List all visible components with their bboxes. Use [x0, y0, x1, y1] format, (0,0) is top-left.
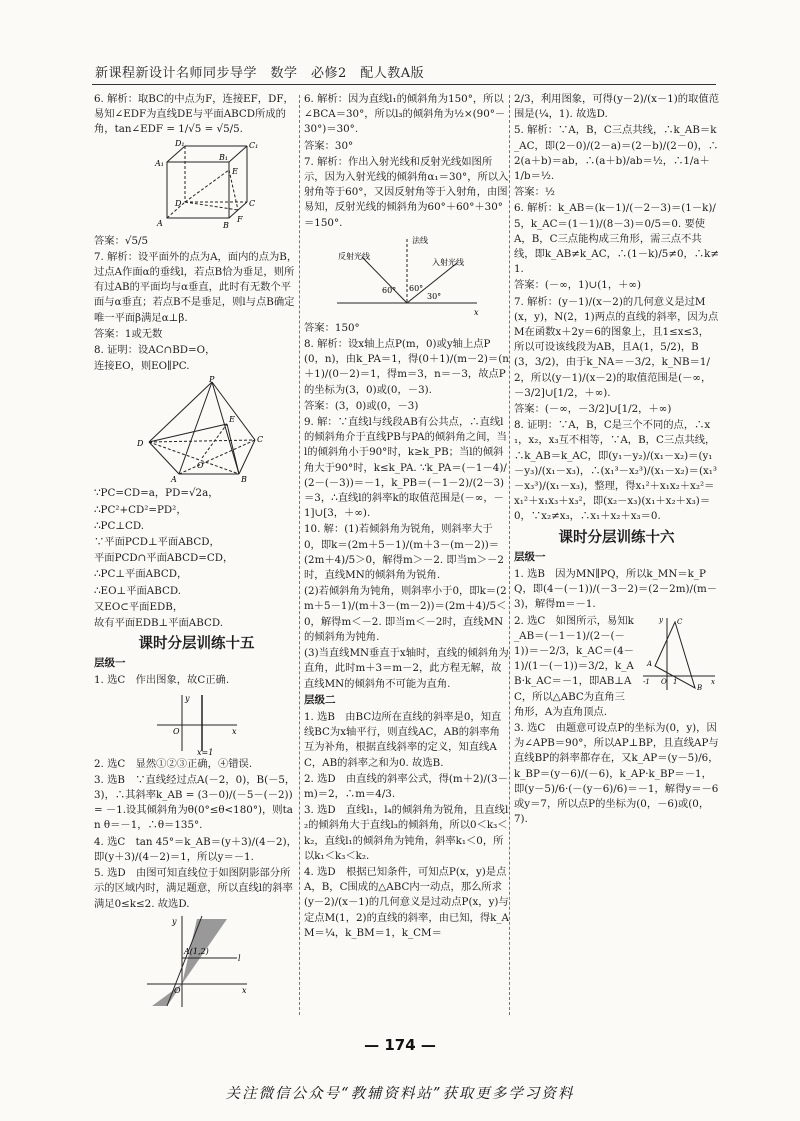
label-f: F	[236, 214, 243, 224]
line-ef	[229, 170, 238, 210]
solution-9: 9. 解：∵直线l与线段AB有公共点，∴直线l的倾斜角介于直线PB与PA的倾斜角之间，当l的倾斜角小于90°时，k≥k_PB；当l的倾斜角大于90°时，k≤k_PA. ∵k_PA＝(－1－4)/(2－(－3))＝－1，k_PB＝(－1－2)/(2－3)＝3，∴直线l的斜率k的取值范围是(－∞，－1]∪[3，＋∞).	[304, 416, 507, 520]
level-heading: 层级二	[304, 693, 336, 706]
proof-line: 故有平面EDB⊥平面ABCD.	[94, 617, 224, 630]
label-o: O	[173, 985, 181, 995]
solution-7: 7. 解析：作出入射光线和反射光线如图所示，因为入射光线的倾斜角α₁＝30°，所以入射角等于60°，又因反射角等于入射角，由图易知，反射光线的倾斜角为60°＋60°＋30°＝150°.	[304, 155, 509, 229]
label-b: B	[240, 475, 247, 485]
proof-8-intro: 8. 证明：设AC∩BD=O，	[94, 344, 216, 357]
label-d: D	[174, 198, 181, 208]
label-c1: C₁	[248, 140, 258, 150]
proof-line: ∵平面PCD⊥平面ABCD，	[94, 536, 220, 549]
question-4-continued: 2/3，利用图象，可得(y－2)/(x－1)的取值范围是(¼，1). 故选D.	[514, 93, 719, 121]
solution-10-part2: (2)若倾斜角为钝角，则斜率小于0，即k＝(2m＋5－1)/(m＋3－(m－2))＝(2m＋4)/5＜0，解得m＜－2. 即当m＜－2时，直线MN的倾斜角为钝角.	[304, 585, 507, 643]
header-rule	[92, 84, 716, 85]
proof-8: 8. 证明：∵A，B，C是三个不同的点，∴x₁，x₂，x₃互不相等，∵A，B，C三点共线，∴k_AB＝k_AC，即(y₁－y₂)/(x₁－x₂)＝(y₁－y₃)/(x₁－x₃)，∴(x₁³－x₂³)/(x₁－x₂)＝(x₁³－x₃³)/(x₁－x₃)，整理，得x₁²＋x₁x₂＋x₂²＝x₁²＋x₁x₃＋x₃²，即(x₂－x₃)(x₁＋x₂＋x₃)＝0，∵x₂≠x₃，∴x₁＋x₂＋x₃＝0.	[514, 419, 718, 523]
column-3	[514, 92, 719, 1012]
shaded-region-graph	[142, 914, 252, 1009]
label-x: x	[473, 307, 479, 317]
label-x1: x=1	[196, 747, 213, 757]
label-y: y	[184, 693, 190, 703]
label-a: A	[156, 218, 163, 228]
label-d1: D₁	[174, 138, 185, 148]
label-c: C	[248, 198, 255, 208]
question-3: 3. 选B ∵直线经过点A(－2，0)，B(－5，3)，∴其斜率k_AB = (3－0)/(－5－(－2)) = －1.设其倾斜角为θ(0°≤θ<180°)，则tan θ＝－1，∴θ＝135°.	[94, 773, 296, 832]
solution-6: 6. 解析：取BC的中点为F，连接EF，DF，易知∠EDF为直线DE与平面ABCD所成的角，tan∠EDF = 1/√5 = √5/5.	[94, 93, 294, 136]
label-y: y	[659, 615, 663, 624]
label-o: O	[172, 726, 180, 736]
page-number: — 174 —	[364, 1036, 436, 1054]
label-o: O	[661, 677, 667, 686]
proof-line: ∵PC=CD=a，PD=√2a，	[94, 487, 219, 500]
section-title-16: 课时分层训练十六	[558, 529, 675, 546]
proof-8-line: 连接EO，则EO∥PC.	[94, 360, 190, 373]
proof-line: ∴PC⊥平面ABCD，	[94, 568, 188, 581]
label-incident: 入射光线	[431, 257, 464, 267]
proof-line: ∴PC⊥CD.	[94, 519, 145, 532]
question-1: 1. 选C 作出图象，故C正确.	[94, 674, 230, 687]
label-angle-60a: 60°	[381, 285, 396, 295]
label-e: E	[231, 166, 238, 176]
line-de	[185, 170, 229, 202]
cube-figure	[137, 140, 257, 232]
solution-6: 6. 解析：k_AB＝(k－1)/(－2－3)＝(1－k)/5，k_AC＝(1－1)/(8－3)＝0/5＝0. 要使A，B，C三点能构成三角形，需三点不共线，即k_AB≠k_AC，∴(1－k)/5≠0，∴k≠1.	[514, 202, 719, 276]
label-a: A(1,2)	[183, 946, 209, 956]
solution-7: 7. 解析：设平面外的点为A，面内的点为B，过点A作面α的垂线l，若点B恰为垂足，则所有过AB的平面均与α垂直，此时有无数个平面与α垂直；若点B不是垂足，则l与点B确定唯一平面β满足α⊥β.	[94, 250, 298, 324]
answer-6: 答案：30°	[304, 139, 354, 152]
question-5: 5. 选D 由图可知直线位于如图阴影部分所示的区域内时，满足题意，所以直线l的斜率满足0≤k≤2. 故选D.	[94, 867, 293, 910]
solution-8: 8. 解析：设x轴上点P(m，0)或y轴上点P(0，n)，由k_PA＝1，得(0＋1)/(m－2)＝(n＋1)/(0－2)＝1，得m＝3，n＝－3，故点P的坐标为(3，0)或(0，－3).	[304, 338, 509, 396]
column-1	[94, 92, 299, 1012]
label-a: A	[170, 475, 177, 485]
label-angle-60b: 60°	[408, 283, 423, 293]
column-divider-2	[509, 95, 510, 1015]
answer-6: 答案：(－∞，1)∪(1，＋∞)	[514, 279, 642, 292]
label-1: 1	[673, 677, 678, 686]
answer-7: 答案：(－∞，－3/2]∪[1/2，＋∞)	[514, 403, 672, 416]
section-title-15: 课时分层训练十五	[138, 636, 255, 653]
label-l: l	[237, 953, 241, 963]
solution-5: 5. 解析：∵A，B，C三点共线，∴k_AB＝k_AC，即(2－0)/(2－a)＝(2－b)/(2－0)，∴2(a＋b)＝ab，∴(a＋b)/ab＝½，∴1/a＋1/b＝½.	[514, 124, 719, 183]
label-neg1: -1	[643, 677, 650, 686]
triangle-figure	[639, 614, 719, 694]
proof-line: ∴EO⊥平面ABCD.	[94, 584, 182, 597]
question-1: 1. 选B 因为MN∥PQ，所以k_MN＝k_PQ，即(4－(－1))/(－3－2)＝(2－2m)/(m－3)，解得m＝－1.	[514, 567, 718, 611]
label-x: x	[231, 726, 237, 736]
page-header: 新课程新设计名师同步导学 数学 必修2 配人教A版	[95, 66, 425, 81]
answer-7: 答案：150°	[304, 321, 360, 334]
label-c: C	[677, 617, 683, 626]
label-o: O	[196, 461, 204, 471]
level-heading: 层级一	[514, 550, 546, 563]
reflection-figure	[332, 233, 482, 319]
answer-7: 答案：1或无数	[94, 327, 163, 340]
answer-5: 答案：½	[514, 186, 555, 199]
solution-6: 6. 解析：因为直线l₁的倾斜角为150°，所以∠BCA＝30°，所以l₃的倾斜角为½×(90°－30°)＝30°.	[304, 93, 506, 136]
answer-6: 答案：√5/5	[94, 234, 149, 247]
label-p: P	[208, 375, 214, 385]
label-a1: A₁	[154, 158, 164, 168]
question-2: 2. 选D 由直线的斜率公式，得(m＋2)/(3－m)＝2，∴m＝4/3.	[304, 772, 508, 800]
question-1: 1. 选B 由BC边所在直线的斜率是0，知直线BC为x轴平行，则直线AC，AB的斜率角互为补角，根据直线斜率的定义，知直线AC，AB的斜率之和为0. 故选B.	[304, 710, 502, 769]
label-e: E	[228, 415, 235, 425]
graph-x-equals-1	[152, 691, 242, 755]
question-2: 2. 选C 显然①②③正确，④错误.	[94, 757, 253, 770]
label-d: D	[136, 439, 143, 449]
level-heading: 层级一	[94, 657, 126, 670]
proof-line: 又EO⊂平面EDB，	[94, 600, 184, 613]
answer-8: 答案：(3，0)或(0，－3)	[304, 399, 419, 412]
proof-line: ∴PC²+CD²=PD²，	[94, 503, 187, 516]
label-x: x	[241, 985, 247, 995]
label-b: B	[222, 220, 229, 230]
line-df	[185, 202, 238, 210]
solution-10-part3: (3)当直线MN垂直于x轴时，直线的倾斜角为直角，此时m＋3＝m－2，此方程无解，故直线MN的倾斜角不可能为直角.	[304, 647, 509, 690]
label-angle-30: 30°	[426, 291, 441, 301]
label-reflected: 反射光线	[337, 251, 370, 261]
label-c: C	[256, 435, 263, 445]
solution-7: 7. 解析：(y－1)/(x－2)的几何意义是过M(x，y)，N(2，1)两点的直线的斜率，因为点M在函数x＋2y＝6的图象上，且1≤x≤3，所以可设该线段为AB，且A(1，5/2)，B(3，3/2)，由于k_NA＝－3/2，k_NB＝1/2，所以(y－1)/(x－2)的取值范围是(－∞，－3/2]∪[1/2，＋∞).	[514, 295, 719, 399]
label-a: A	[647, 659, 653, 668]
question-2: 2. 选C 如图所示，易知k_AB＝(－1－1)/(2－(－1))＝－2/3，k_AC＝(4－1)/(1－(－1))＝3/2，k_AB·k_AC＝－1，即AB⊥AC，所以△ABC为直角三角形，A为直角顶点.	[514, 614, 634, 718]
label-b1: B₁	[218, 152, 228, 162]
question-3: 3. 选C 由题意可设点P的坐标为(0，y)，因为∠APB＝90°，所以AP⊥BP，且直线AP与直线BP的斜率都存在，又k_AP＝(y－5)/6，k_BP＝(y－6)/(－6)，k_AP·k_BP＝－1，即(y－5)/6·(－(y－6)/6)＝－1，解得y＝－6或y＝7，所以点P的坐标为(0，－6)或(0，7).	[514, 721, 719, 826]
pyramid-figure	[127, 376, 267, 484]
question-3: 3. 选D 直线l₁，l₄的倾斜角为锐角，且直线l₂的倾斜角大于直线l₃的倾斜角，所以0＜k₃＜k₂，直线l₁的倾斜角为钝角，斜率k₁＜0，所以k₁＜k₃＜k₂.	[304, 804, 509, 862]
footer-note: 关注微信公众号“教辅资料站”获取更多学习资料	[225, 1086, 575, 1102]
question-4: 4. 选C tan 45°＝k_AB＝(y＋3)/(4－2)，即(y＋3)/(4－2)＝1，所以y＝－1.	[94, 835, 297, 863]
column-divider-1	[299, 95, 300, 1015]
question-4: 4. 选D 根据已知条件，可知点P(x，y)是点A，B，C围成的△ABC内一动点，那么所求(y－2)/(x－1)的几何意义是过动点P(x，y)与定点M(1，2)的直线的斜率，由已知，得k_AM＝¼，k_BM＝1，k_CM＝	[304, 865, 509, 939]
label-b: B	[697, 683, 703, 692]
label-normal: 法线	[411, 235, 428, 245]
label-x: x	[711, 677, 715, 686]
proof-line: 平面PCD∩平面ABCD=CD，	[94, 552, 234, 565]
solution-10-part1: 10. 解：(1)若倾斜角为锐角，则斜率大于0，即k＝(2m＋5－1)/(m＋3－(m－2))＝(2m＋4)/5＞0，解得m＞－2. 即当m＞－2时，直线MN的倾斜角为锐角.	[304, 523, 504, 582]
label-y: y	[171, 916, 177, 926]
column-2	[304, 92, 509, 1012]
